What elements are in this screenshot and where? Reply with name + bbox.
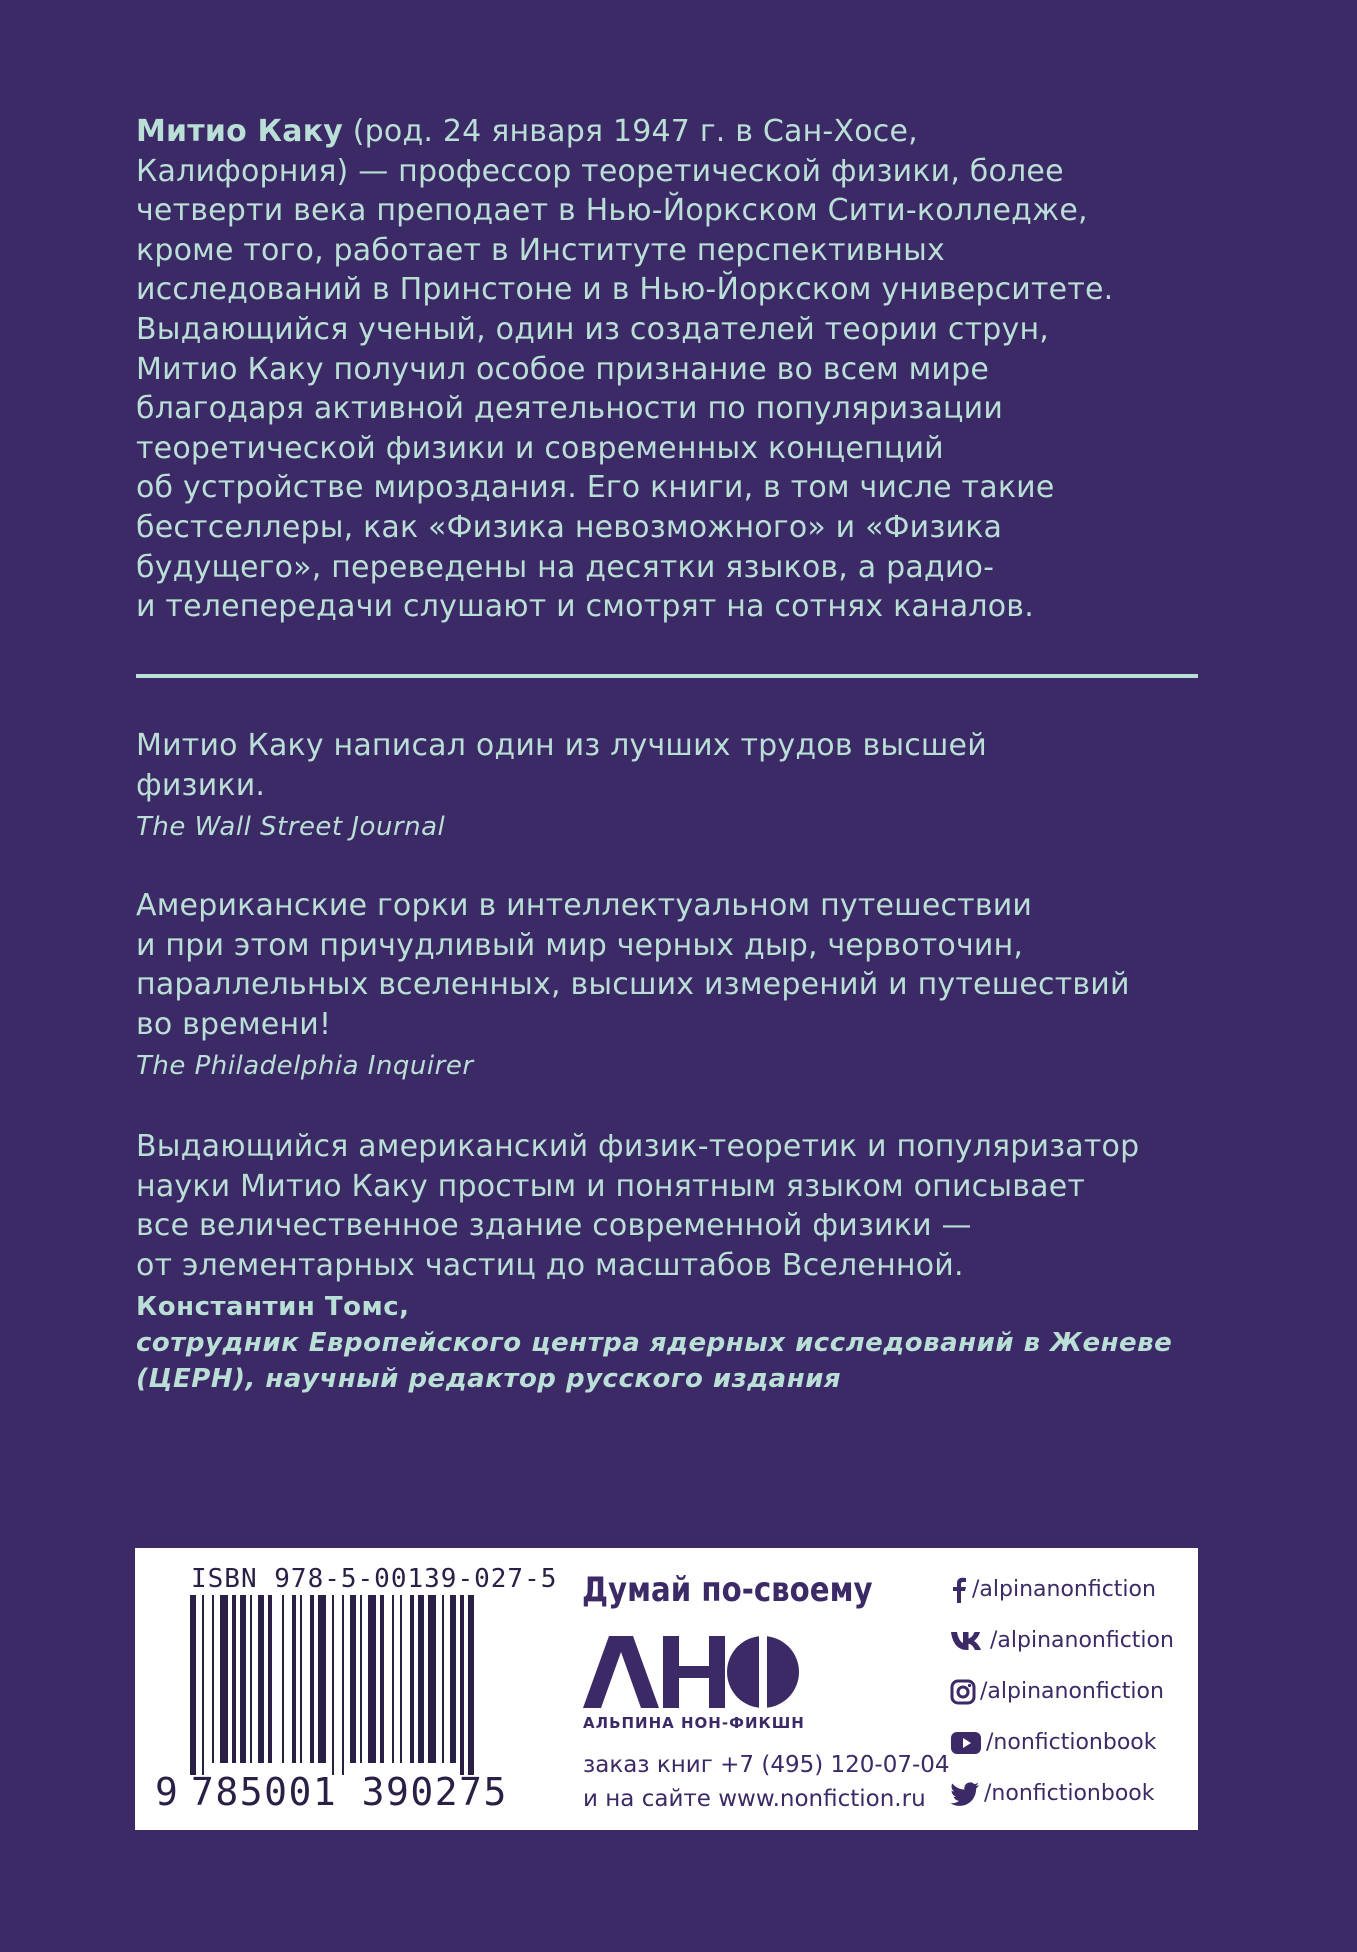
instagram-icon xyxy=(950,1679,976,1705)
barcode-bar xyxy=(202,1595,204,1775)
barcode-bar xyxy=(380,1595,384,1763)
ean-digit: 9 xyxy=(155,1770,178,1814)
barcode-bar xyxy=(468,1595,474,1775)
author-name: Митио Каку xyxy=(136,114,344,149)
publisher-panel xyxy=(135,1548,1198,1830)
barcode-bar xyxy=(300,1595,302,1763)
social-twitter: /nonfictionbook xyxy=(950,1768,1190,1819)
facebook-icon xyxy=(950,1577,968,1603)
barcode-bar xyxy=(350,1595,356,1763)
review-quote: Американские горки в интеллектуальном путешествии и при этом причудливый мир черных дыр, червоточин, параллельных вселенных, высших измерений и путешествий во времени! The Philadelphia Inquirer xyxy=(136,886,1226,1084)
barcode-bar xyxy=(368,1595,376,1763)
isbn-label: ISBN 978-5-00139-027-5 xyxy=(191,1564,558,1594)
publisher-logo xyxy=(583,1636,799,1708)
publisher-name: АЛЬПИНА НОН-ФИКШН xyxy=(583,1714,805,1732)
reviewer-title: (ЦЕРН), научный редактор русского издания xyxy=(136,1364,842,1395)
barcode-bar xyxy=(442,1595,444,1763)
barcode-bar xyxy=(190,1595,196,1775)
social-links xyxy=(950,1564,1190,1819)
social-instagram: /alpinanonfiction xyxy=(950,1666,1190,1717)
section-divider xyxy=(136,674,1198,678)
youtube-icon xyxy=(950,1731,982,1755)
author-bio: Митио Каку (род. 24 января 1947 г. в Сан-Хосе, Калифорния) — профессор теоретической физики, более четверти века преподает в Нью-Йоркском Сити-колледже, кроме того, работает в Институте перспективных исследований в Принстоне и в Нью-Йоркском университете. Выдающийся ученый, один из создателей теории струн, Митио Каку получил особое признание во всем мире благодаря активной деятельности по популяризации теоретической физики и современных концепций об устройстве мироздания. Его книги, в том числе такие бестселлеры, как «Физика невозможного» и «Физика будущего», переведены на десятки языков, а радио- и телепередачи слушают и смотрят на сотнях каналов. xyxy=(136,114,1114,625)
order-info: заказ книг +7 (495) 120-07-04 и на сайте www.nonfiction.ru xyxy=(583,1752,950,1812)
barcode-bar xyxy=(212,1595,214,1763)
barcode-bar xyxy=(232,1595,236,1763)
social-vk: /alpinanonfiction xyxy=(950,1615,1190,1666)
barcode-bar xyxy=(258,1595,264,1763)
ean-digits: 785001 390275 xyxy=(191,1770,508,1814)
reviewer-title: сотрудник Европейского центра ядерных исследований в Женеве xyxy=(136,1328,1173,1359)
barcode-bar xyxy=(410,1595,414,1763)
review-quote: Митио Каку написал один из лучших трудов высшей физики. The Wall Street Journal xyxy=(136,726,1226,845)
logo-text: АНФ xyxy=(583,1636,586,1637)
barcode-bar xyxy=(240,1595,246,1763)
review-source: The Philadelphia Inquirer xyxy=(136,1051,474,1082)
barcode-bar xyxy=(428,1595,436,1763)
review-quote: Выдающийся американский физик-теоретик и популяризатор науки Митио Каку простым и понятным языком описывает все величественное здание современной физики — от элементарных частиц до масштабов Вселенной. Константин Томс, сотрудник Европейского центра ядерных исследований в Женеве (ЦЕРН), научный редактор русского издания xyxy=(136,1127,1226,1397)
slogan: Думай по-своему xyxy=(582,1570,873,1610)
twitter-icon xyxy=(950,1782,980,1806)
social-facebook: /alpinanonfiction xyxy=(950,1564,1190,1615)
vk-icon xyxy=(950,1630,986,1652)
social-youtube: /nonfictionbook xyxy=(950,1717,1190,1768)
barcode-bar xyxy=(400,1595,402,1763)
barcode-bar xyxy=(360,1595,362,1763)
barcode-bar xyxy=(310,1595,314,1763)
barcode-bar xyxy=(318,1595,326,1763)
barcode-bar xyxy=(342,1595,344,1775)
barcode-bar xyxy=(332,1595,334,1775)
barcode-bar xyxy=(418,1595,424,1763)
barcode xyxy=(190,1595,554,1775)
review-source: The Wall Street Journal xyxy=(136,812,446,843)
barcode-bar xyxy=(392,1595,394,1763)
barcode-bar xyxy=(460,1595,464,1775)
barcode-bar xyxy=(450,1595,456,1763)
barcode-bar xyxy=(220,1595,228,1763)
barcode-bar xyxy=(292,1595,296,1763)
barcode-bar xyxy=(250,1595,252,1763)
barcode-bar xyxy=(282,1595,284,1763)
reviewer-name: Константин Томс, xyxy=(136,1292,410,1323)
review-source xyxy=(136,1289,1226,1397)
barcode-bar xyxy=(268,1595,272,1763)
